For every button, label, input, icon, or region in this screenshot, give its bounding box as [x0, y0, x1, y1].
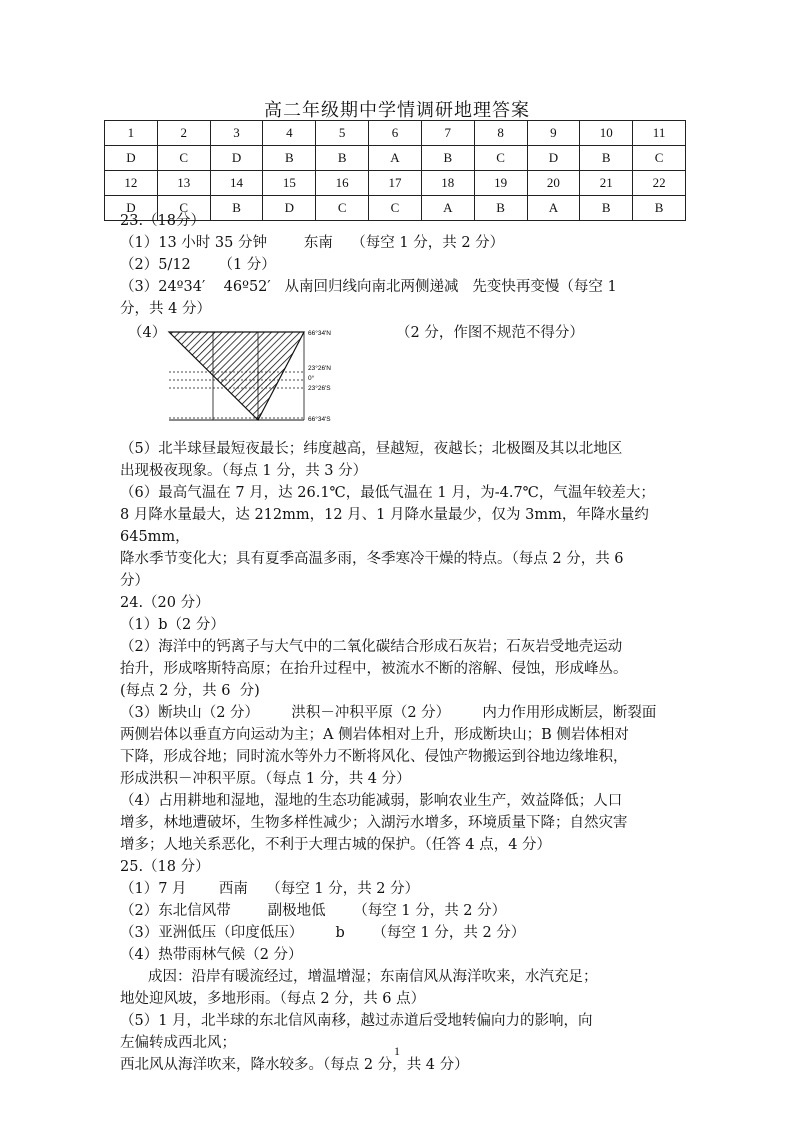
answer-table-cell: 2: [157, 121, 210, 146]
q23-answer-6a: （6）最高气温在 7 月，达 26.1℃，最低气温在 1 月，为-4.7℃，气温年较差大；: [120, 485, 655, 501]
daylight-latitude-diagram: [166, 324, 396, 428]
q25-answer-4: （4）热带雨林气候（2 分）: [120, 947, 303, 963]
answer-table-cell: C: [316, 196, 369, 221]
q24-heading: 24.（20 分）: [120, 595, 210, 611]
q23-answer-3a: （3）24º34′ 46º52′ 从南回归线向南北两侧递减 先变快再变慢（每空 1: [120, 279, 617, 295]
q25-heading: 25.（18 分）: [120, 859, 210, 875]
q25-answer-5a: （5）1 月，北半球的东北信风南移，越过赤道后受地转偏向力的影响，向: [120, 1013, 593, 1029]
answer-table-cell: 12: [105, 171, 158, 196]
answer-table-cell: D: [263, 196, 316, 221]
answer-table-cell: 3: [210, 121, 263, 146]
q24-answer-3d: 形成洪积－冲积平原。（每点 1 分，共 4 分）: [120, 771, 411, 787]
answer-table-cell: C: [157, 146, 210, 171]
page-number: 1: [394, 1044, 400, 1058]
answer-table-cell: 6: [369, 121, 422, 146]
q23-answer-6d: 分）: [120, 573, 149, 589]
q23-answer-6c: 降水季节变化大；具有夏季高温多雨，冬季寒冷干燥的特点。（每点 2 分，共 6: [120, 551, 624, 567]
q24-answer-3c: 下降，形成谷地；同时流水等外力不断将风化、侵蚀产物搬运到谷地边缘堆积，: [120, 749, 628, 765]
q24-answer-1: （1）b（2 分）: [120, 617, 225, 633]
q24-answer-3a: （3）断块山（2 分） 洪积－冲积平原（2 分） 内力作用形成断层，断裂面: [120, 705, 657, 721]
q25-answer-2: （2）东北信风带 副极地低 （每空 1 分，共 2 分）: [120, 903, 507, 919]
night-region: [169, 332, 304, 420]
answer-table-cell: 10: [580, 121, 633, 146]
answer-table-cell: B: [210, 196, 263, 221]
q24-answer-2b: 抬升，形成喀斯特高原；在抬升过程中，被流水不断的溶解、侵蚀，形成峰丛。: [120, 661, 628, 677]
q23-heading: 23.（18分）: [120, 213, 206, 229]
answer-table-cell: B: [633, 196, 686, 221]
answer-table-cell: B: [263, 146, 316, 171]
q25-answer-4-reason-cont: 地处迎风坡，多地形雨。（每点 2 分，共 6 点）: [120, 991, 426, 1007]
q24-answer-2c: (每点 2 分，共 6 分): [120, 683, 260, 699]
answer-table-cell: 15: [263, 171, 316, 196]
answer-table-cell: 11: [633, 121, 686, 146]
answer-table-cell: 8: [474, 121, 527, 146]
answer-table-cell: 21: [580, 171, 633, 196]
answer-content: [120, 210, 680, 1076]
answer-table-cell: 22: [633, 171, 686, 196]
answer-table-cell: 19: [474, 171, 527, 196]
q25-answer-3: （3）亚洲低压（印度低压） b （每空 1 分，共 2 分）: [120, 925, 526, 941]
answer-table-cell: B: [316, 146, 369, 171]
answer-table-cell: A: [369, 146, 422, 171]
q24-answer-3b: 两侧岩体以垂直方向运动为主；A 侧岩体相对上升，形成断块山；B 侧岩体相对: [120, 727, 629, 743]
answer-table-cell: B: [421, 146, 474, 171]
answer-table-cell: B: [474, 196, 527, 221]
q23-answer-3b: 分，共 4 分）: [120, 301, 211, 317]
answer-table-cell: A: [527, 196, 580, 221]
q23-answer-5b: 出现极夜现象。（每点 1 分，共 3 分）: [120, 463, 368, 479]
answer-table-cell: 20: [527, 171, 580, 196]
answer-table-row: [105, 171, 686, 196]
answer-table-cell: 16: [316, 171, 369, 196]
label-equator: 0°: [308, 375, 315, 382]
answer-table-cell: C: [633, 146, 686, 171]
answer-table-row: [105, 146, 686, 171]
q23-answer-5a: （5）北半球昼最短夜最长；纬度越高，昼越短，夜越长；北极圈及其以北地区: [120, 441, 623, 457]
answer-table-cell: C: [369, 196, 422, 221]
answer-table-cell: B: [580, 196, 633, 221]
q25-answer-1: （1）7 月 西南 （每空 1 分，共 2 分）: [120, 881, 420, 897]
answer-table-cell: 5: [316, 121, 369, 146]
label-23s: 23°26'S: [308, 385, 331, 392]
answer-table-cell: 4: [263, 121, 316, 146]
q24-answer-4a: （4）占用耕地和湿地，湿地的生态功能减弱，影响农业生产，效益降低；人口: [120, 793, 623, 809]
answer-table-cell: 18: [421, 171, 474, 196]
answer-table-cell: 7: [421, 121, 474, 146]
answer-table-cell: C: [157, 196, 210, 221]
answer-table-cell: D: [105, 146, 158, 171]
answer-table-cell: 17: [369, 171, 422, 196]
label-66s: 66°34'S: [308, 416, 331, 423]
page-title: 高二年级期中学情调研地理答案: [264, 100, 530, 121]
q24-answer-2a: （2）海洋中的钙离子与大气中的二氧化碳结合形成石灰岩；石灰岩受地壳运动: [120, 639, 623, 655]
q23-answer-2: （2）5/12 （1 分）: [120, 257, 276, 273]
q25-answer-4-reason: 成因：沿岸有暖流经过，增温增湿；东南信风从海洋吹来，水汽充足；: [148, 969, 598, 985]
q25-answer-5c: 西北风从海洋吹来，降水较多。（每点 2 分，共 4 分）: [120, 1057, 469, 1073]
answer-table-cell: D: [105, 196, 158, 221]
q24-answer-4b: 增多，林地遭破坏，生物多样性减少；入湖污水增多，环境质量下降；自然灾害: [120, 815, 628, 831]
q25-answer-5b: 左偏转成西北风；: [120, 1035, 236, 1051]
q23-answer-1: （1）13 小时 35 分钟 东南 （每空 1 分，共 2 分）: [120, 235, 505, 251]
label-23n: 23°26'N: [308, 365, 331, 372]
q24-answer-4c: 增多；人地关系恶化，不利于大理古城的保护。（任答 4 点，4 分）: [120, 837, 552, 853]
answer-table-row: [105, 121, 686, 146]
answer-table-cell: 9: [527, 121, 580, 146]
answer-table-cell: D: [527, 146, 580, 171]
q23-answer-4-note: （2 分，作图不规范不得分）: [396, 325, 584, 341]
q23-answer-6b: 8 月降水量最大，达 212mm，12 月、1 月降水量最少，仅为 3mm，年降水量约 645mm，: [120, 507, 654, 545]
answer-table-cell: C: [474, 146, 527, 171]
label-66n: 66°34'N: [308, 330, 331, 337]
answer-table-cell: A: [421, 196, 474, 221]
answer-table-cell: B: [580, 146, 633, 171]
q23-answer-4: [120, 320, 680, 438]
q23-answer-4-label: （4）: [128, 325, 167, 341]
answer-table: [104, 120, 686, 221]
answer-table-cell: 13: [157, 171, 210, 196]
answer-table-cell: 14: [210, 171, 263, 196]
answer-table-cell: D: [210, 146, 263, 171]
answer-table-cell: 1: [105, 121, 158, 146]
